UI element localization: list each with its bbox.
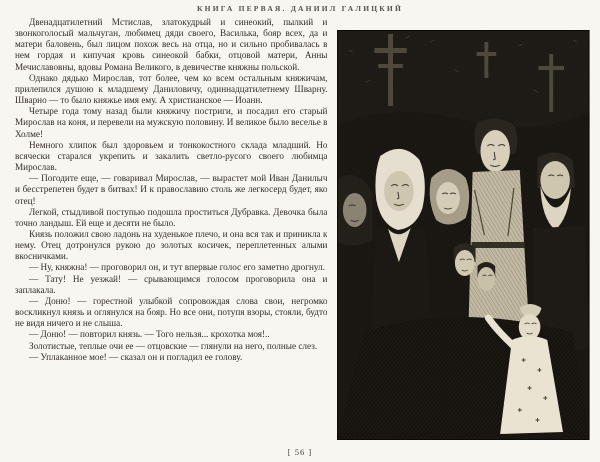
paragraph: Золотистые, теплые очи ее — отцовские — глянули на него, полные слез. <box>29 340 318 351</box>
paragraph: — Тату! Не уезжай! — срывающимся голосом проговорила она и заплакала. <box>15 273 328 295</box>
paragraph: Немного хлипок был здоровьем и тонкокостного склада младший. Но всячески старался укрепить и закалить светло-русого своего любимца Мирослав. <box>15 139 328 173</box>
page-content <box>15 17 590 443</box>
woodcut-illustration-svg <box>337 30 590 440</box>
running-head: КНИГА ПЕРВАЯ. ДАНИИЛ ГАЛИЦКИЙ <box>197 4 403 13</box>
paragraph: Четыре года тому назад были княжичу постриги, и посадил его старый Мирослав на коня, и перевели на мужскую половину. И великое было веселье в Холме! <box>15 106 328 139</box>
paragraph: — Уплаканное мое! — сказал он и погладил ее голову. <box>29 351 243 362</box>
paragraph: Легкой, стыдливой поступью подошла проститься Дубравка. Девочка была точно ландыш. Ей еще и десяти не было. <box>15 206 328 228</box>
paragraph: — Погодите еще, — говаривал Мирослав, — вырастет мой Иван Данилыч и бесстрепетен будет в битвах! И к православию столь же легкосерд будет, яко отец! <box>15 173 328 206</box>
paragraph: — Доню! — повторил князь. — Того нельзя... крохотка моя!.. <box>29 329 270 340</box>
paragraph: Двенадцатилетний Мстислав, златокудрый и синеокий, пылкий и звонкоголосый мальчуган, любимец дяди своего, Василька, бояр всех, да и матери баловень, был лицом похож весь на отца, но и сильно пробивалась в нем гордая и кипучая кровь синеокой бабки, отцовой матери, Анны Мечиславовны, вдовы Романа Великого, в девичестве княжны польской. <box>15 17 328 72</box>
paragraph: Князь положил свою ладонь на худенькое плечо, и она вся так и приникла к нему. Отец дотронулся рукою до золотых косичек, переплетенных алыми вкосничками. <box>15 228 328 262</box>
page-number: [ 56 ] <box>287 447 313 457</box>
book-illustration <box>337 30 590 440</box>
paragraph: — Доню! — горестной улыбкой сопровождая слова свои, негромко воскликнул князь и оглянулся на бояр. Но все они, потупя взоры, стояли, будто не видя ничего и не слыша. <box>15 295 328 329</box>
text-column <box>15 17 327 443</box>
paragraph: Однако дядько Мирослав, тот более, чем ко всем остальным княжичам, прилепился душою к младшему Даниловичу, одиннадцатилетнему Шварну. Шварно — то было княжье имя ему. А христианское — Иоанн. <box>15 72 328 106</box>
paragraph: — Ну, княжна! — проговорил он, и тут впервые голос его заметно дрогнул. <box>29 262 325 273</box>
